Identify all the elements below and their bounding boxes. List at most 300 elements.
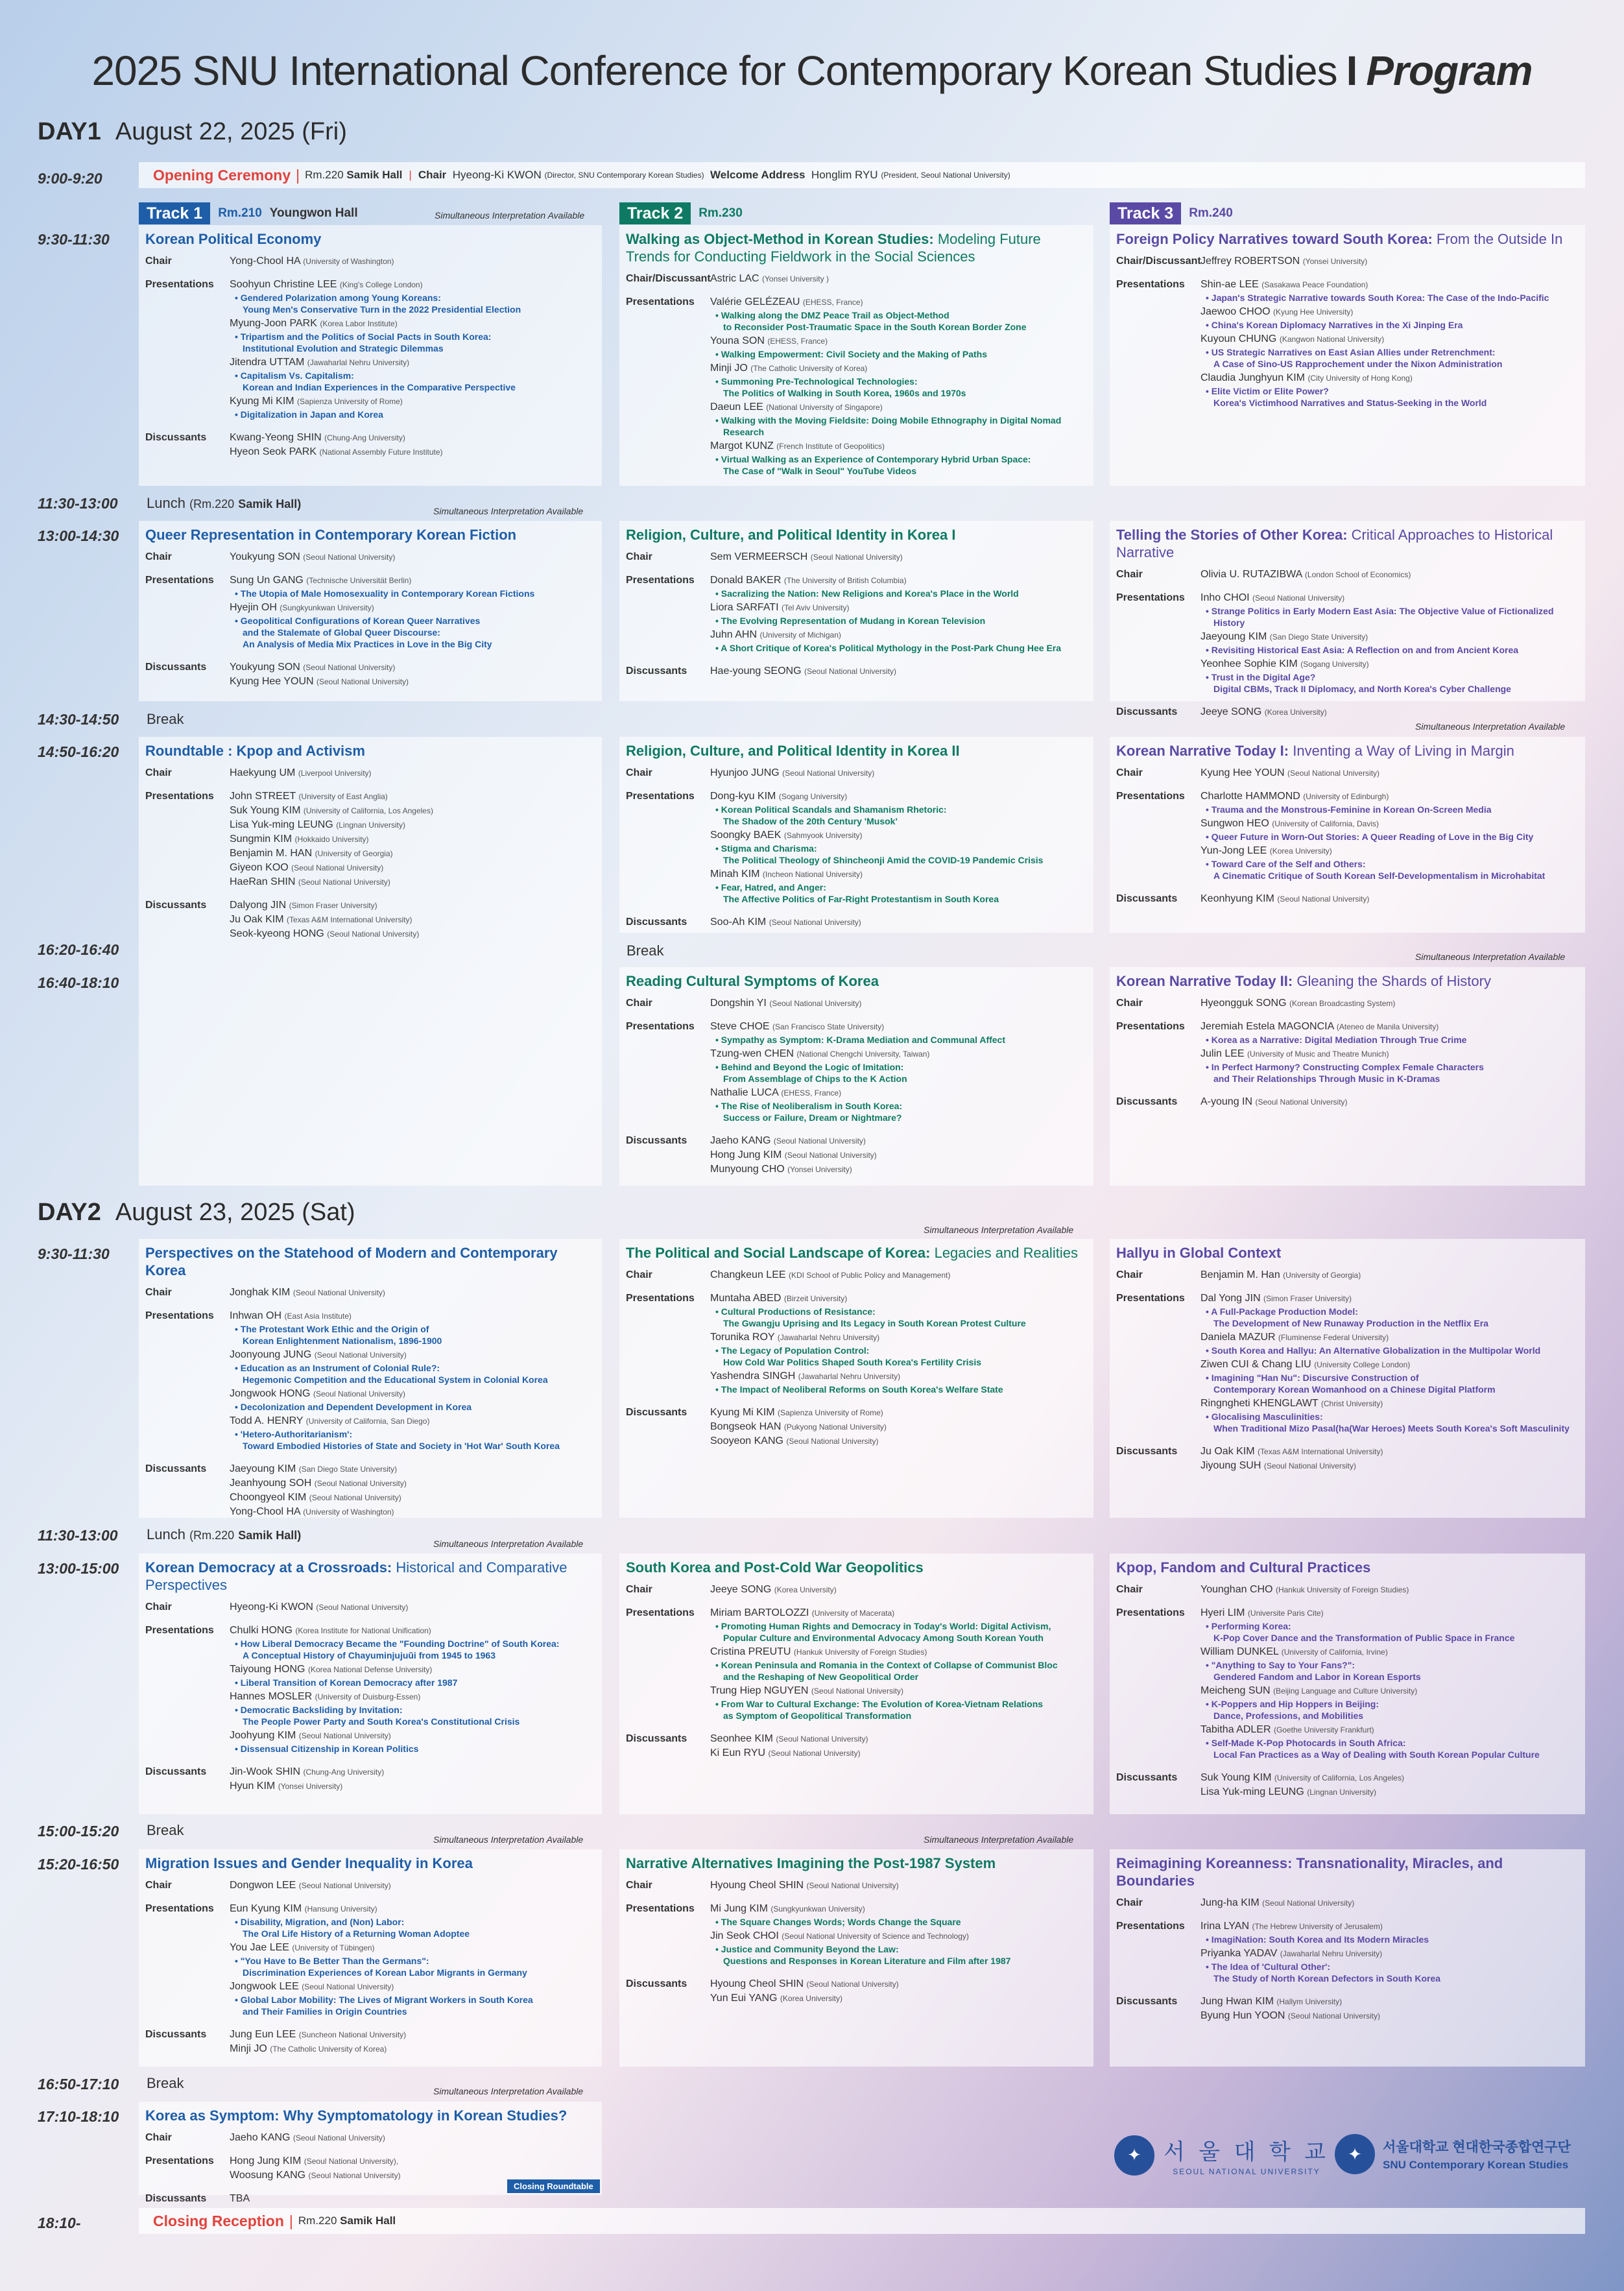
row-gap [145,564,595,573]
participant-name: Hyun KIM [230,1781,276,1792]
participant-name: Jaewoo CHOO [1200,306,1271,317]
participant [230,789,595,804]
participant [710,1047,1087,1061]
participant [230,818,595,832]
row-label: Discussants [1116,893,1178,904]
session-row [1116,1771,1579,1799]
participant-affiliation: (Seoul National University) [316,1603,409,1612]
participant-affiliation: (Seoul National University) [1252,594,1345,603]
participant [1200,1459,1579,1473]
participant-name: Jeeye SONG [710,1584,772,1595]
participant-affiliation: (Seoul National University) [293,2133,385,2142]
participant-name: Benjamin M. Han [1200,1269,1280,1280]
row-content [230,2192,595,2206]
row-label: Chair [145,256,172,267]
participant [230,1600,595,1614]
session-title-main: Reimagining Koreanness: Transnationality, Miracles, and Boundaries [1116,1855,1503,1889]
participant [230,675,595,689]
session-row [145,789,595,889]
row-gap [145,889,595,898]
time-label: 13:00-15:00 [38,1560,119,1577]
participant-name: Jaeho KANG [230,2132,291,2143]
participant-affiliation: (French Institute of Geopolitics) [776,442,885,451]
participant-affiliation: (Seoul National University) [769,999,862,1008]
session-row [626,1606,1087,1723]
track-2-header: Track 2 Rm.230 [619,202,743,224]
participant-affiliation: (Seoul National University) [773,1136,866,1146]
paper-title: • Imagining "Han Nu": Discursive Construction of Contemporary Korean Womanhood on a Chinese Digital Platform [1206,1373,1496,1395]
row-content [710,1878,1087,1893]
participant-name: Jitendra UTTAM [230,357,305,368]
session-row [145,1902,595,2019]
session-title-main: Korean Narrative Today II: [1116,973,1293,989]
break-label: Break [147,2075,184,2091]
session-row [626,766,1087,780]
session-row [145,431,595,459]
participant-name: Jeeye SONG [1200,706,1262,717]
paper-title: • Global Labor Mobility: The Lives of Migrant Workers in South Korea and Their Families in Origin Countries [235,1995,533,2017]
session-title-main: Korea as Symptom: Why Symptomatology in Korean Studies? [145,2107,567,2124]
participant-affiliation: (Korea Labor Institute) [320,319,398,328]
participant-name: Jaeyoung KIM [1200,631,1267,642]
participant [230,1765,595,1779]
participant-affiliation: (University of California, San Diego) [305,1417,430,1426]
paper-title: • The Rise of Neoliberalism in South Korea: Success or Failure, Dream or Nightmare? [715,1101,903,1123]
participant [230,1729,595,1743]
row-gap [1116,780,1579,789]
row-label: Discussants [1116,1446,1178,1457]
row-label: Presentations [626,791,695,802]
session-title [1116,1854,1579,1889]
participant-name: Ju Oak KIM [1200,1446,1255,1457]
session-title [1116,230,1579,248]
participant-affiliation: (Korea Institute for National Unification) [295,1626,431,1635]
session-title [1116,1244,1579,1262]
paper-title: • Virtual Walking as an Experience of Contemporary Hybrid Urban Space: The Case of "Walk in Seoul" YouTube Videos [715,454,1031,476]
participant-affiliation: (University of Tübingen) [292,1943,375,1952]
session-title-main: Telling the Stories of Other Korea: [1116,527,1348,543]
paper-title: • Fear, Hatred, and Anger: The Affective Politics of Far-Right Protestantism in South Korea [715,882,999,904]
paper-title: • Democratic Backsliding by Invitation: The People Power Party and South Korea's Constitutional Crisis [235,1705,520,1727]
participant-name: Sungmin KIM [230,834,293,845]
session-row [626,1268,1087,1282]
participant-name: Jeffrey ROBERTSON [1200,256,1300,267]
participant-affiliation: (Seoul National University) [804,667,897,676]
participant [1200,1723,1579,1737]
paper-title: • Revisiting Historical East Asia: A Reflection on and from Ancient Korea [1206,645,1519,655]
participant [230,1491,595,1505]
participant-name: Haekyung UM [230,767,296,778]
participant-affiliation: (Fluminense Federal University) [1278,1333,1389,1342]
session-title [145,1559,595,1594]
session-row [1116,254,1579,269]
time-label: 15:20-16:50 [38,1856,119,1873]
participant [1200,705,1579,719]
participant [710,1268,1087,1282]
session-row [145,1878,595,1893]
participant-affiliation: (Seoul National University) [298,1881,391,1890]
participant [710,789,1087,804]
session-title-main: Foreign Policy Narratives toward South Korea: [1116,231,1433,247]
paper-title: • Trauma and the Monstrous-Feminine in Korean On-Screen Media [1206,804,1492,815]
participant [1200,817,1579,831]
row-label: Presentations [145,1310,214,1321]
simul-note: Simultaneous Interpretation Available [433,1539,584,1549]
session-card [1110,1849,1585,2067]
row-gap [626,1893,1087,1902]
participant-name: Jin Seok CHOI [710,1930,779,1941]
session-title-main: Perspectives on the Statehood of Modern and Contemporary Korea [145,1245,558,1278]
row-content [710,1902,1087,1968]
participant-affiliation: (Jawaharlal Nehru University) [777,1333,880,1342]
session-row [145,1765,595,1793]
session-card [139,1849,602,2067]
row-label: Chair [1116,1897,1143,1908]
row-content [230,431,595,459]
participant-affiliation: (University College London) [1314,1360,1411,1369]
session-title-main: Roundtable : Kpop and Activism [145,743,365,759]
paper-title: • Sacralizing the Nation: New Religions and Korea's Place in the World [715,588,1019,599]
session-title [1116,1559,1579,1576]
session-row [145,1462,595,1519]
row-label: Presentations [145,2155,214,2166]
session-row [626,664,1087,678]
participant-affiliation: (Chung-Ang University) [324,433,405,442]
session-title-main: The Political and Social Landscape of Korea: [626,1245,931,1261]
row-label: Presentations [145,279,214,290]
participant-affiliation: (University of Georgia) [1283,1271,1361,1280]
participant-name: Julin LEE [1200,1048,1245,1059]
participant-name: Joonyoung JUNG [230,1349,312,1360]
session-subtitle: Inventing a Way of Living in Margin [1293,743,1514,759]
row-content [710,1406,1087,1448]
row-content [1200,254,1579,269]
session-card [1110,1553,1585,1814]
participant-name: Suk Young KIM [1200,1772,1272,1783]
row-content [710,1020,1087,1125]
session-row [145,2131,595,2145]
row-label: Chair/Discussant [626,273,711,284]
participant-name: Myung-Joon PARK [230,318,317,329]
participant-affiliation: (Seoul National University) [303,553,396,562]
participant-name: Trung Hiep NGUYEN [710,1685,809,1696]
participant-affiliation: (Ateneo de Manila University) [1336,1022,1439,1031]
closing-reception-bar: Closing Reception | Rm.220 Samik Hall [139,2208,1585,2234]
session-row [1116,1919,1579,1985]
row-gap [145,651,595,660]
session-subtitle: Modeling Future Trends for Conducting Fieldwork in the Social Sciences [626,231,1041,265]
participant-affiliation: (National Chengchi University, Taiwan) [796,1050,930,1059]
row-content [1200,568,1579,582]
participant [710,1369,1087,1384]
participant-affiliation: (San Diego State University) [298,1465,398,1474]
participant-name: Sem VERMEERSCH [710,551,808,562]
participant-name: Hong Jung KIM [230,2155,302,2166]
participant-name: Ki Eun RYU [710,1747,766,1758]
participant-affiliation: (Hokkaido University) [294,835,369,844]
session-row [1116,1583,1579,1597]
participant-affiliation: (Seoul National University) [782,769,875,778]
row-label: Discussants [626,1733,687,1744]
session-row [145,254,595,269]
session-card [1110,521,1585,717]
paper-title: • The Utopia of Male Homosexuality in Contemporary Korean Fictions [235,588,535,599]
row-content [230,1765,595,1793]
time-label: 18:10- [38,2214,81,2231]
session-title-main: Korean Political Economy [145,231,322,247]
paper-title: • Justice and Community Beyond the Law: Questions and Responses in Korean Literature and Film after 1987 [715,1944,1011,1966]
participant-name: Tabitha ADLER [1200,1724,1271,1735]
row-content [230,2154,595,2183]
row-content [710,1134,1087,1177]
participant [230,573,595,588]
row-content [230,1600,595,1614]
participant [710,1929,1087,1943]
participant-affiliation: (Pukyong National University) [783,1422,887,1432]
participant [1200,1785,1579,1799]
participant [230,832,595,846]
session-row [1116,1020,1579,1086]
day1-heading: DAY1 August 22, 2025 (Fri) [38,118,347,145]
row-label: Chair [1116,1584,1143,1595]
participant-name: A-young IN [1200,1096,1253,1107]
participant-name: Hae-young SEONG [710,666,802,677]
participant [710,1991,1087,2006]
participant-name: Tzung-wen CHEN [710,1048,794,1059]
participant [230,431,595,445]
participant-affiliation: (Seoul National University), [304,2157,399,2166]
row-content [1200,1583,1579,1597]
participant-affiliation: (National University of Singapore) [766,403,883,412]
participant-name: Dong-kyu KIM [710,791,776,802]
row-label: Discussants [145,432,207,443]
session-title-main: Migration Issues and Gender Inequality in Korea [145,1855,473,1871]
participant-name: Yong-Chool HA [230,256,300,267]
participant [710,628,1087,642]
row-content [710,272,1087,286]
session-row [145,766,595,780]
row-gap [626,780,1087,789]
session-title-main: Religion, Culture, and Political Identity in Korea I [626,527,956,543]
paper-title: • Queer Future in Worn-Out Stories: A Queer Reading of Love in the Big City [1206,832,1534,842]
participant [230,1348,595,1362]
participant [1200,568,1579,582]
break-label: Break [147,711,184,727]
participant [230,1980,595,1994]
participant [710,573,1087,588]
participant [1200,1583,1579,1597]
time-label: 9:30-11:30 [38,231,110,248]
participant-affiliation: (Sahmyook University) [783,831,863,840]
row-label: Discussants [626,666,687,677]
participant-name: Olivia U. RUTAZIBWA [1200,569,1302,580]
row-gap [145,2145,595,2154]
session-title [626,742,1087,760]
paper-title: • Korea as a Narrative: Digital Mediation Through True Crime [1206,1035,1467,1045]
row-label: Presentations [145,575,214,586]
simul-note: Simultaneous Interpretation Available [1415,721,1566,732]
participant [230,445,595,459]
session-row [1116,892,1579,906]
paper-title: • In Perfect Harmony? Constructing Complex Female Characters and Their Relationships Through Music in K-Dramas [1206,1062,1484,1084]
row-gap [626,1397,1087,1406]
row-content [230,2028,595,2056]
row-label: Chair [1116,569,1143,580]
participant-name: Jin-Wook SHIN [230,1766,301,1777]
participant [1200,591,1579,605]
row-gap [145,422,595,431]
participant-affiliation: (Yonsei University ) [762,274,829,283]
session-row [1116,1896,1579,1910]
participant [230,1624,595,1638]
participant-name: Charlotte HAMMOND [1200,791,1300,802]
row-gap [626,1125,1087,1134]
row-gap [1116,1597,1579,1606]
participant-name: Youkyung SON [230,551,300,562]
paper-title: • Disability, Migration, and (Non) Labor: The Oral Life History of a Returning Woman Adoptee [235,1917,470,1939]
row-content [1200,996,1579,1011]
participant-affiliation: (Tel Aviv University) [781,603,850,612]
row-label: Discussants [145,2193,207,2204]
participant [230,355,595,370]
participant-affiliation: (Seoul National University) [291,863,384,872]
paper-title: • "You Have to Be Better Than the Germans": Discrimination Experiences of Korean Labor Migrants in Germany [235,1956,527,1978]
participant-affiliation: (Jawaharlal Nehru University) [1280,1949,1383,1958]
participant-name: Minji JO [230,2043,267,2054]
participant [1200,305,1579,319]
row-content [230,278,595,422]
participant-affiliation: (Yonsei University) [787,1165,852,1174]
participant-name: Hyoung Cheol SHIN [710,1978,804,1989]
participant-affiliation: (City University of Hong Kong) [1308,374,1413,383]
participant-affiliation: (Seoul National University) [806,1980,899,1989]
session-row [1116,996,1579,1011]
session-row [626,295,1087,478]
session-row [145,550,595,564]
session-row [626,1291,1087,1397]
participant [1200,630,1579,644]
row-label: Presentations [1116,592,1185,603]
participant [1200,254,1579,269]
participant-name: Ziwen CUI & Chang LIU [1200,1359,1311,1370]
participant [1200,1397,1579,1411]
row-content [710,1583,1087,1597]
session-card [1110,225,1585,486]
participant [710,664,1087,678]
paper-title: • Behind and Beyond the Logic of Imitation: From Assemblage of Chips to the K Action [715,1062,907,1084]
time-label: 17:10-18:10 [38,2108,119,2125]
row-content [710,1732,1087,1760]
session-row [1116,1291,1579,1435]
participant-affiliation: (Goethe University Frankfurt) [1273,1725,1374,1734]
participant [1200,1606,1579,1620]
participant-name: Jiyoung SUH [1200,1460,1261,1471]
participant-affiliation: (Seoul National University) [768,1749,861,1758]
row-gap [145,1300,595,1309]
participant [1200,892,1579,906]
participant-name: Eun Kyung KIM [230,1903,302,1914]
paper-title: • A Short Critique of Korea's Political Mythology in the Post-Park Chung Hee Era [715,643,1062,653]
row-label: Chair/Discussant [1116,256,1201,267]
participant-affiliation: (University of California, Los Angeles) [303,806,433,815]
participant-affiliation: (Yonsei University) [278,1782,343,1791]
row-gap [626,1968,1087,1977]
paper-title: • Walking with the Moving Fieldsite: Doing Mobile Ethnography in Digital Nomad Research [715,415,1062,437]
row-content [1200,1896,1579,1910]
participant-affiliation: (Seoul National University) [1262,1899,1355,1908]
participant-affiliation: (Seoul National University) [1255,1098,1348,1107]
paper-title: • Walking Empowerment: Civil Society and the Making of Paths [715,349,988,359]
paper-title: • The Idea of 'Cultural Other': The Study of North Korean Defectors in South Korea [1206,1961,1441,1984]
row-content [1200,1606,1579,1762]
participant-affiliation: (Seoul National University) [786,1437,879,1446]
row-label: Discussants [626,1407,687,1418]
participant [230,1309,595,1323]
participant-affiliation: (Seoul National University) [1263,1461,1356,1470]
participant [710,1406,1087,1420]
participant-affiliation: (Universite Paris Cite) [1247,1609,1324,1618]
paper-title: • 'Hetero-Authoritarianism': Toward Embodied Histories of State and Society in 'Hot War' South Korea [235,1429,560,1451]
participant-affiliation: (Beijing Language and Culture University) [1273,1686,1418,1696]
participant-affiliation: (Seoul National University) [1287,2011,1380,2021]
participant-name: Jaeho KANG [710,1135,771,1146]
participant-name: Kuyoun CHUNG [1200,333,1277,344]
participant [710,439,1087,453]
paper-title: • A Full-Package Production Model: The Development of New Runaway Production in the Netflix Era [1206,1306,1488,1328]
session-card [619,1553,1093,1814]
participant-name: Meicheng SUN [1200,1685,1271,1696]
participant-affiliation: (Hansung University) [304,1904,377,1913]
session-row [1116,278,1579,410]
participant [230,278,595,292]
participant [710,828,1087,843]
participant [710,601,1087,615]
session-title [626,972,1087,990]
session-card [1110,737,1585,933]
row-label: Presentations [626,1607,695,1618]
session-row [626,1902,1087,1968]
participant-name: Dalyong JIN [230,900,287,911]
paper-title: • Education as an Instrument of Colonial Rule?: Hegemonic Competition and the Educational System in Colonial Korea [235,1363,548,1385]
participant-affiliation: (Simon Fraser University) [1263,1294,1352,1303]
session-row [145,1309,595,1453]
paper-title: • Tripartism and the Politics of Social Pacts in South Korea: Institutional Evolution and Strategic Dilemmas [235,331,492,354]
session-title-main: Queer Representation in Contemporary Korean Fiction [145,527,517,543]
participant-name: Cristina PREUTU [710,1646,791,1657]
row-content [1200,1291,1579,1435]
participant-affiliation: (Sogang University) [778,792,848,801]
session-row [626,573,1087,655]
row-content [230,1462,595,1519]
participant [710,1330,1087,1345]
participant [1200,844,1579,858]
session-row [145,2192,595,2206]
session-row [626,996,1087,1011]
participant-name: Lisa Yuk-ming LEUNG [1200,1786,1304,1797]
participant-name: You Jae LEE [230,1942,289,1953]
time-label: 16:20-16:40 [38,941,119,958]
participant-affiliation: (KDI School of Public Policy and Management) [788,1271,951,1280]
participant-name: Valérie GELÉZEAU [710,296,800,307]
row-label: Chair [145,767,172,778]
row-content [1200,766,1579,780]
row-content [710,1606,1087,1723]
participant [230,2192,595,2206]
row-label: Discussants [626,917,687,928]
row-content [1200,1445,1579,1473]
row-gap [626,286,1087,295]
row-content [710,789,1087,906]
